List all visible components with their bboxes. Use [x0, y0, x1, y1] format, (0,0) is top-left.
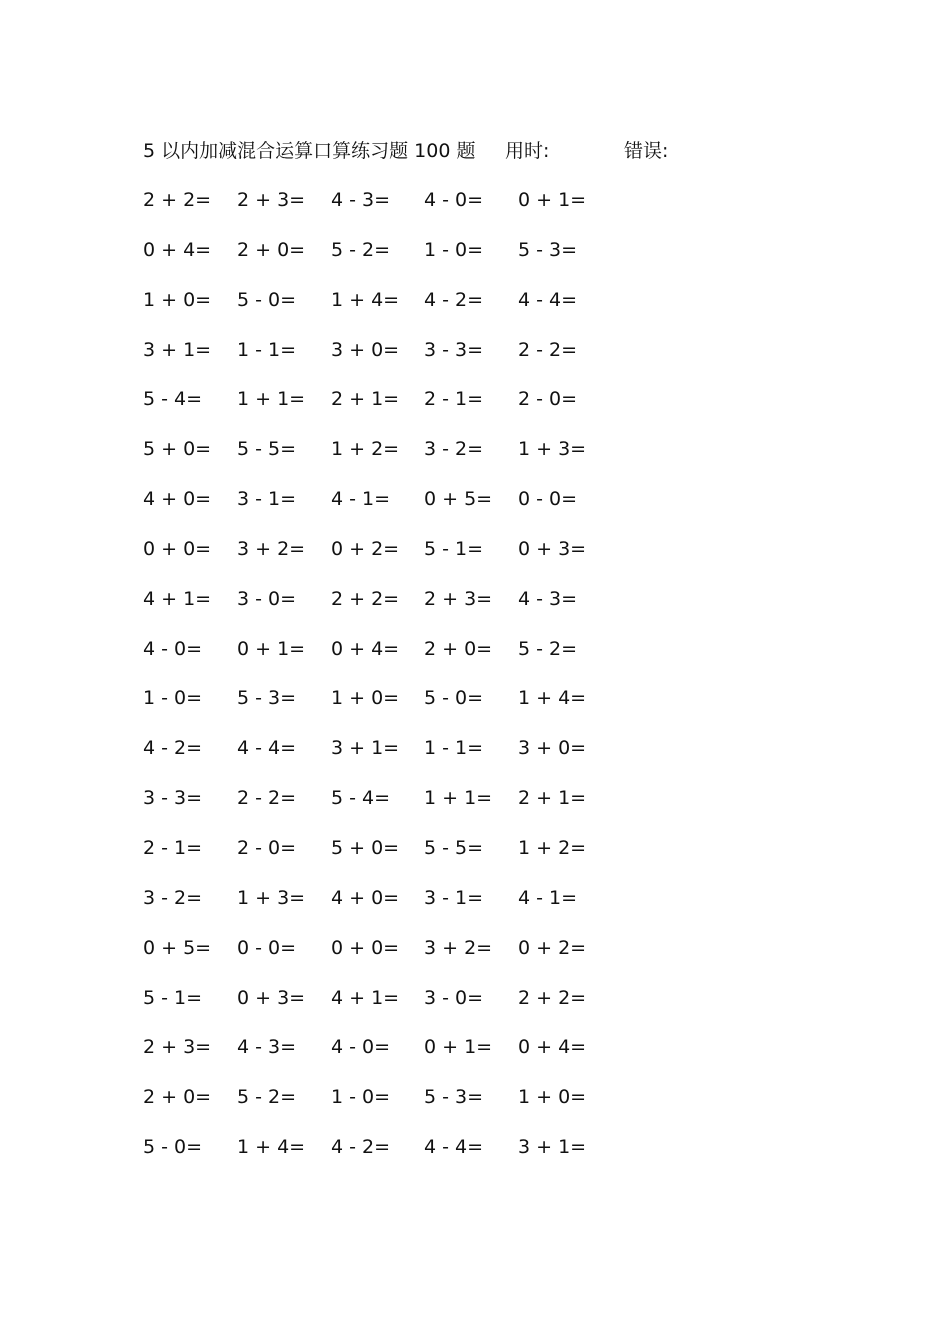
- arithmetic-problem: 4 + 0=: [331, 886, 400, 909]
- problem-row: [143, 1132, 623, 1182]
- arithmetic-problem: 2 + 1=: [331, 388, 400, 411]
- arithmetic-problem: 4 - 4=: [424, 1136, 484, 1159]
- arithmetic-problem: 5 - 5=: [237, 438, 297, 461]
- arithmetic-problem: 1 + 4=: [237, 1136, 306, 1159]
- arithmetic-problem: 1 + 4=: [331, 288, 400, 311]
- problem-row: [143, 833, 623, 883]
- arithmetic-problem: 1 - 0=: [424, 238, 484, 261]
- arithmetic-problem: 3 - 1=: [424, 886, 484, 909]
- arithmetic-problem: 0 + 1=: [237, 637, 306, 660]
- arithmetic-problem: 1 + 4=: [518, 687, 587, 710]
- arithmetic-problem: 0 + 3=: [237, 986, 306, 1009]
- arithmetic-problem: 5 - 3=: [518, 238, 578, 261]
- problem-row: [143, 933, 623, 983]
- arithmetic-problem: 3 - 2=: [424, 438, 484, 461]
- arithmetic-problem: 1 + 2=: [331, 438, 400, 461]
- arithmetic-problem: 4 - 1=: [331, 488, 391, 511]
- arithmetic-problem: 5 - 1=: [424, 537, 484, 560]
- arithmetic-problem: 2 - 1=: [143, 836, 203, 859]
- arithmetic-problem: 2 + 2=: [143, 189, 212, 211]
- arithmetic-problem: 2 + 0=: [143, 1086, 212, 1109]
- arithmetic-problem: 3 - 2=: [143, 886, 203, 909]
- arithmetic-problem: 0 + 1=: [424, 1036, 493, 1059]
- time-used-label: 用时:: [505, 140, 550, 162]
- problem-grid: [143, 185, 623, 1182]
- arithmetic-problem: 0 - 0=: [518, 488, 578, 511]
- arithmetic-problem: 5 - 2=: [237, 1086, 297, 1109]
- arithmetic-problem: 2 + 3=: [237, 189, 306, 211]
- arithmetic-problem: 3 + 2=: [237, 537, 306, 560]
- problem-row: [143, 384, 623, 434]
- arithmetic-problem: 0 - 0=: [237, 936, 297, 959]
- arithmetic-problem: 2 - 0=: [237, 836, 297, 859]
- arithmetic-problem: 5 + 0=: [143, 438, 212, 461]
- arithmetic-problem: 0 + 1=: [518, 189, 587, 211]
- arithmetic-problem: 5 - 3=: [424, 1086, 484, 1109]
- arithmetic-problem: 2 + 1=: [518, 787, 587, 810]
- arithmetic-problem: 0 + 4=: [331, 637, 400, 660]
- arithmetic-problem: 3 - 3=: [424, 338, 484, 361]
- arithmetic-problem: 5 + 0=: [331, 836, 400, 859]
- arithmetic-problem: 1 + 1=: [424, 787, 493, 810]
- problem-row: [143, 983, 623, 1033]
- arithmetic-problem: 1 + 3=: [237, 886, 306, 909]
- arithmetic-problem: 1 + 0=: [518, 1086, 587, 1109]
- error-count-label: 错误:: [624, 140, 669, 162]
- arithmetic-problem: 1 - 0=: [331, 1086, 391, 1109]
- problem-row: [143, 683, 623, 733]
- arithmetic-problem: 4 - 3=: [518, 587, 578, 610]
- arithmetic-problem: 5 - 0=: [143, 1136, 203, 1159]
- problem-row: [143, 335, 623, 385]
- arithmetic-problem: 2 + 2=: [331, 587, 400, 610]
- arithmetic-problem: 3 - 0=: [424, 986, 484, 1009]
- arithmetic-problem: 4 + 1=: [143, 587, 212, 610]
- arithmetic-problem: 2 - 2=: [237, 787, 297, 810]
- arithmetic-problem: 4 + 1=: [331, 986, 400, 1009]
- arithmetic-problem: 0 + 4=: [143, 238, 212, 261]
- arithmetic-problem: 2 + 3=: [143, 1036, 212, 1059]
- problem-row: [143, 733, 623, 783]
- arithmetic-problem: 4 - 2=: [331, 1136, 391, 1159]
- arithmetic-problem: 1 - 1=: [424, 737, 484, 760]
- arithmetic-problem: 2 - 0=: [518, 388, 578, 411]
- arithmetic-problem: 2 + 3=: [424, 587, 493, 610]
- arithmetic-problem: 3 + 1=: [518, 1136, 587, 1159]
- problem-row: [143, 534, 623, 584]
- arithmetic-problem: 4 - 0=: [331, 1036, 391, 1059]
- problem-row: [143, 434, 623, 484]
- arithmetic-problem: 3 + 1=: [143, 338, 212, 361]
- arithmetic-problem: 4 - 4=: [237, 737, 297, 760]
- arithmetic-problem: 5 - 2=: [518, 637, 578, 660]
- problem-row: [143, 1032, 623, 1082]
- problem-row: [143, 235, 623, 285]
- problem-row: [143, 584, 623, 634]
- arithmetic-problem: 2 + 0=: [237, 238, 306, 261]
- arithmetic-problem: 1 + 2=: [518, 836, 587, 859]
- arithmetic-problem: 4 - 2=: [424, 288, 484, 311]
- arithmetic-problem: 2 + 0=: [424, 637, 493, 660]
- arithmetic-problem: 2 + 2=: [518, 986, 587, 1009]
- arithmetic-problem: 5 - 5=: [424, 836, 484, 859]
- arithmetic-problem: 4 - 1=: [518, 886, 578, 909]
- arithmetic-problem: 3 - 3=: [143, 787, 203, 810]
- arithmetic-problem: 4 - 3=: [331, 189, 391, 211]
- arithmetic-problem: 0 + 0=: [143, 537, 212, 560]
- arithmetic-problem: 5 - 4=: [143, 388, 203, 411]
- arithmetic-problem: 2 - 2=: [518, 338, 578, 361]
- arithmetic-problem: 5 - 3=: [237, 687, 297, 710]
- arithmetic-problem: 5 - 2=: [331, 238, 391, 261]
- arithmetic-problem: 1 - 1=: [237, 338, 297, 361]
- problem-row: [143, 285, 623, 335]
- arithmetic-problem: 0 + 2=: [518, 936, 587, 959]
- arithmetic-problem: 0 + 0=: [331, 936, 400, 959]
- arithmetic-problem: 3 + 2=: [424, 936, 493, 959]
- arithmetic-problem: 2 - 1=: [424, 388, 484, 411]
- arithmetic-problem: 0 + 5=: [424, 488, 493, 511]
- problem-row: [143, 484, 623, 534]
- arithmetic-problem: 1 + 0=: [331, 687, 400, 710]
- arithmetic-problem: 4 - 4=: [518, 288, 578, 311]
- problem-row: [143, 783, 623, 833]
- arithmetic-problem: 4 - 0=: [424, 189, 484, 211]
- arithmetic-problem: 4 - 0=: [143, 637, 203, 660]
- arithmetic-problem: 1 + 0=: [143, 288, 212, 311]
- arithmetic-problem: 5 - 0=: [237, 288, 297, 311]
- problem-row: [143, 883, 623, 933]
- arithmetic-problem: 4 - 3=: [237, 1036, 297, 1059]
- arithmetic-problem: 5 - 1=: [143, 986, 203, 1009]
- problem-row: [143, 185, 623, 235]
- worksheet-title: 5 以内加减混合运算口算练习题 100 题: [143, 140, 476, 162]
- arithmetic-problem: 1 + 1=: [237, 388, 306, 411]
- worksheet-header: [143, 136, 783, 166]
- arithmetic-problem: 5 - 4=: [331, 787, 391, 810]
- arithmetic-problem: 4 - 2=: [143, 737, 203, 760]
- arithmetic-problem: 3 + 0=: [331, 338, 400, 361]
- arithmetic-problem: 0 + 3=: [518, 537, 587, 560]
- arithmetic-problem: 3 + 1=: [331, 737, 400, 760]
- problem-row: [143, 634, 623, 684]
- arithmetic-problem: 1 + 3=: [518, 438, 587, 461]
- arithmetic-problem: 0 + 5=: [143, 936, 212, 959]
- problem-row: [143, 1082, 623, 1132]
- arithmetic-problem: 5 - 0=: [424, 687, 484, 710]
- arithmetic-problem: 4 + 0=: [143, 488, 212, 511]
- arithmetic-problem: 3 - 1=: [237, 488, 297, 511]
- arithmetic-problem: 0 + 2=: [331, 537, 400, 560]
- arithmetic-problem: 3 - 0=: [237, 587, 297, 610]
- arithmetic-problem: 1 - 0=: [143, 687, 203, 710]
- arithmetic-problem: 3 + 0=: [518, 737, 587, 760]
- arithmetic-problem: 0 + 4=: [518, 1036, 587, 1059]
